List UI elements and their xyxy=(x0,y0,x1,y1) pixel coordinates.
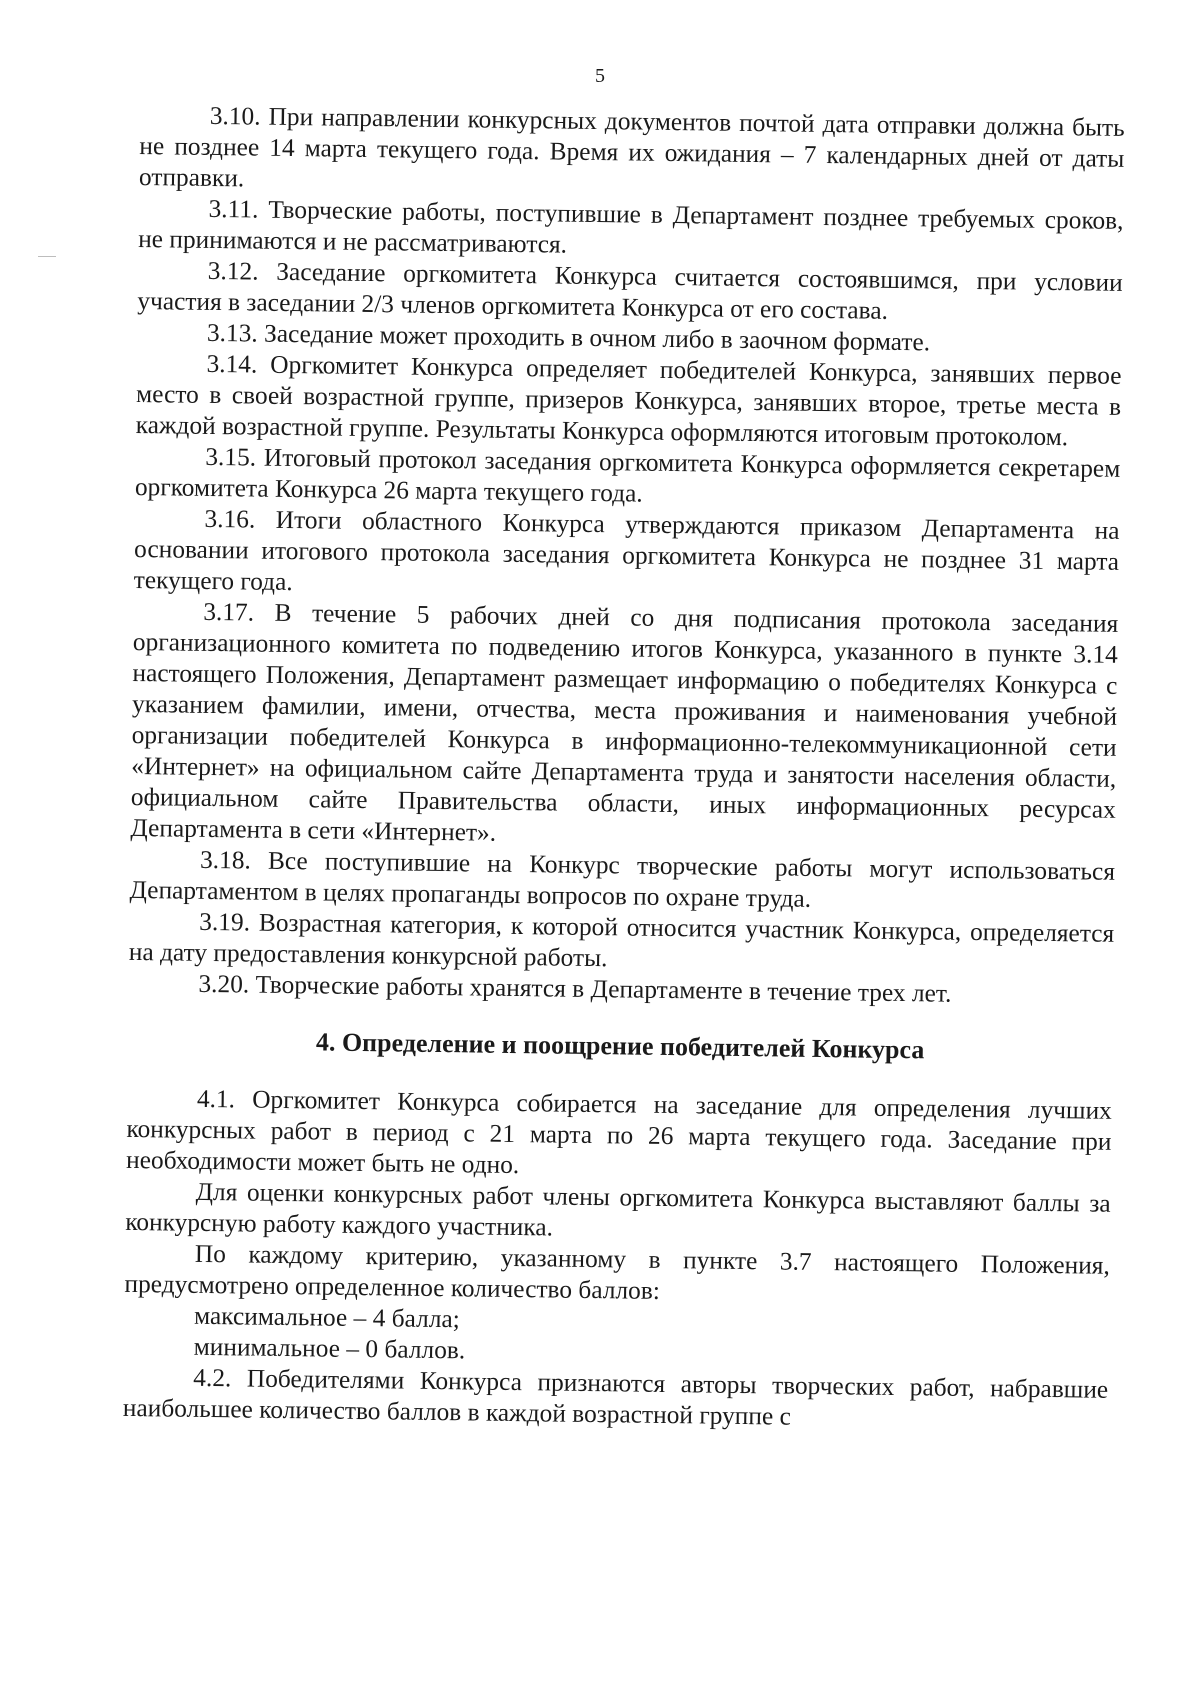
paragraph-criteria: По каждому критерию, указанному в пункте 3.7 настоящего Положения, предусмотрено определенное количество баллов: xyxy=(124,1239,1111,1305)
paragraph-3-18: 3.18. Все поступившие на Конкурс творческие работы могут использоваться Департаментом в целях пропаганды вопросов по охране труда. xyxy=(129,845,1116,913)
paragraph-3-10: 3.10. При направлении конкурсных документов почтой дата отправки должна быть не позднее 14 марта текущего года. Время их ожидания – 7 календарных дней от даты отправки. xyxy=(138,101,1125,193)
paragraph-3-17: 3.17. В течение 5 рабочих дней со дня подписания протокола заседания организационного комитета по подведению итогов Конкурса, указанного в пункте 3.14 настоящего Положения, Департамент размещает информацию о победителях Конкурса с указанием фамилии, имени, отчества, места проживания и наименования учебной организации победителей Конкурса в информационно-телекоммуникационной сети «Интернет» на официальном сайте Департамента труда и занятости населения области, официальном сайте Правительства области, иных информационных ресурсах Департамента в сети «Интернет». xyxy=(130,597,1119,847)
section-4-heading: 4. Определение и поощрение победителей Конкурса xyxy=(315,1027,925,1065)
paragraph-scoring-intro: Для оценки конкурсных работ члены оргкомитета Конкурса выставляют баллы за конкурсную работу каждого участника. xyxy=(125,1177,1111,1242)
paragraph-3-16: 3.16. Итоги областного Конкурса утверждаются приказом Департамента на основании итогового протокола заседания оргкомитета Конкурса не позднее 31 марта текущего года. xyxy=(133,504,1120,597)
paragraph-3-14: 3.14. Оргкомитет Конкурса определяет победителей Конкурса, занявших первое место в своей возрастной группе, призеров Конкурса, занявших второе, третье места в каждой возрастной группе. Результаты Конкурса оформляются итоговым протоколом. xyxy=(135,349,1122,452)
paragraph-4-1: 4.1. Оргкомитет Конкурса собирается на заседание для определения лучших конкурсных работ в период с 21 марта по 26 марта текущего года. Заседание при необходимости может быть не одно. xyxy=(125,1084,1113,1180)
margin-mark xyxy=(38,256,56,257)
paragraph-3-15: 3.15. Итоговый протокол заседания оргкомитета Конкурса оформляется секретарем оргкомитета Конкурса 26 марта текущего года. xyxy=(134,442,1121,508)
page-number: 5 xyxy=(595,65,605,87)
paragraph-3-20: 3.20. Творческие работы хранятся в Департаменте в течение трех лет. xyxy=(198,969,952,1008)
score-max-line: максимальное – 4 балла; xyxy=(193,1301,460,1334)
paragraph-3-19: 3.19. Возрастная категория, к которой относится участник Конкурса, определяется на дату предоставления конкурсной работы. xyxy=(128,907,1115,973)
paragraph-3-13: 3.13. Заседание может проходить в очном либо в заочном формате. xyxy=(206,318,931,357)
score-min-line: минимальное – 0 баллов. xyxy=(193,1332,466,1365)
paragraph-3-12: 3.12. Заседание оргкомитета Конкурса считается состоявшимся, при условии участия в заседании 2/3 членов оргкомитета Конкурса от его состава. xyxy=(137,256,1123,325)
document-body xyxy=(123,100,1125,1437)
paragraph-4-2: 4.2. Победителями Конкурса признаются авторы творческих работ, набравшие наибольшее количество баллов в каждой возрастной группе с xyxy=(122,1363,1109,1431)
paragraph-3-11: 3.11. Творческие работы, поступившие в Департамент позднее требуемых сроков, не принимаются и не рассматриваются. xyxy=(137,194,1124,259)
